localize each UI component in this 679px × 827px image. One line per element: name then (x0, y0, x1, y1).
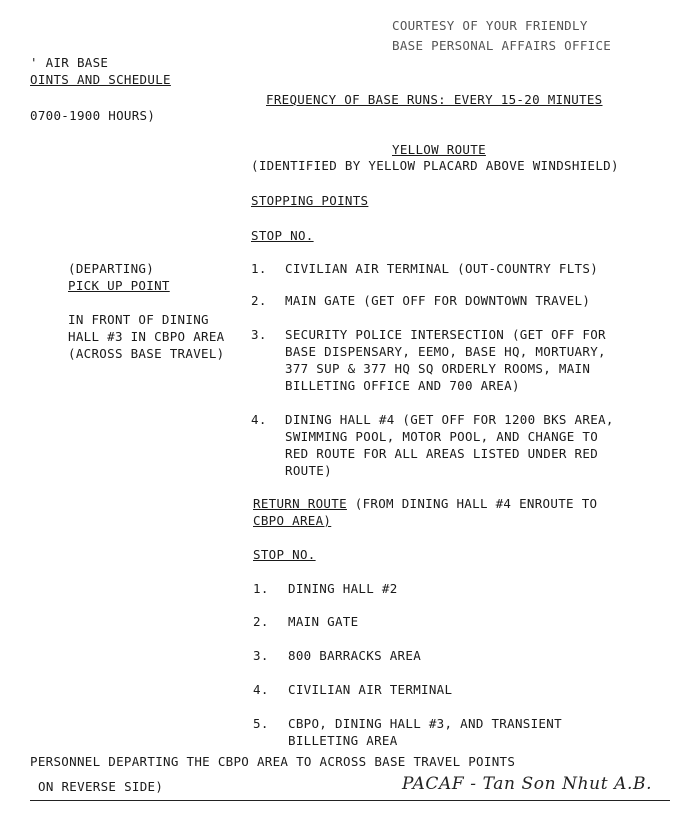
stop-description: SECURITY POLICE INTERSECTION (GET OFF FOR (285, 327, 606, 342)
header-base-name: ' AIR BASE (30, 55, 109, 70)
stop-description: RED ROUTE FOR ALL AREAS LISTED UNDER RED (285, 446, 599, 461)
stopping-points-heading: STOPPING POINTS (251, 193, 369, 208)
route-title: YELLOW ROUTE (392, 142, 486, 157)
stop-number: 2. (251, 293, 267, 308)
stop-description: ROUTE) (285, 463, 332, 478)
stop-description: CIVILIAN AIR TERMINAL (OUT-COUNTRY FLTS) (285, 261, 599, 276)
handwritten-annotation: PACAF - Tan Son Nhut A.B. (402, 774, 653, 794)
return-stop-no-heading: STOP NO. (253, 547, 316, 562)
stop-number: 4. (251, 412, 267, 427)
pickup-location-line-3: (ACROSS BASE TRAVEL) (68, 346, 225, 361)
return-route-line-1 (253, 496, 597, 512)
route-identification: (IDENTIFIED BY YELLOW PLACARD ABOVE WINDSHIELD) (251, 158, 619, 173)
return-route-text: (FROM DINING HALL #4 ENROUTE TO (346, 496, 598, 511)
return-route-label: RETURN ROUTE (253, 496, 347, 511)
pickup-location-line-1: IN FRONT OF DINING (68, 312, 209, 327)
return-stop-number: 4. (253, 682, 269, 697)
stop-no-heading: STOP NO. (251, 228, 314, 243)
footer-note-line-1: PERSONNEL DEPARTING THE CBPO AREA TO ACROSS BASE TRAVEL POINTS (30, 754, 516, 769)
return-stop-number: 2. (253, 614, 269, 629)
courtesy-line-2: BASE PERSONAL AFFAIRS OFFICE (392, 38, 612, 53)
courtesy-line-1: COURTESY OF YOUR FRIENDLY (392, 18, 588, 33)
header-points-schedule: OINTS AND SCHEDULE (30, 72, 171, 87)
stop-description: MAIN GATE (GET OFF FOR DOWNTOWN TRAVEL) (285, 293, 591, 308)
stop-description: 377 SUP & 377 HQ SQ ORDERLY ROOMS, MAIN (285, 361, 591, 376)
return-stop-description: CBPO, DINING HALL #3, AND TRANSIENT (288, 716, 562, 731)
stop-number: 1. (251, 261, 267, 276)
stop-number: 3. (251, 327, 267, 342)
return-stop-description: BILLETING AREA (288, 733, 398, 748)
bottom-rule (30, 800, 670, 801)
stop-description: DINING HALL #4 (GET OFF FOR 1200 BKS AREA, (285, 412, 614, 427)
return-stop-description: MAIN GATE (288, 614, 359, 629)
return-stop-description: DINING HALL #2 (288, 581, 398, 596)
header-hours: 0700-1900 HOURS) (30, 108, 156, 123)
return-stop-number: 3. (253, 648, 269, 663)
return-stop-description: 800 BARRACKS AREA (288, 648, 422, 663)
stop-description: BASE DISPENSARY, EEMO, BASE HQ, MORTUARY, (285, 344, 606, 359)
pickup-location-line-2: HALL #3 IN CBPO AREA (68, 329, 225, 344)
return-route-line-2: CBPO AREA) (253, 513, 332, 528)
frequency-of-runs: FREQUENCY OF BASE RUNS: EVERY 15-20 MINUTES (266, 92, 603, 107)
return-stop-description: CIVILIAN AIR TERMINAL (288, 682, 453, 697)
return-stop-number: 5. (253, 716, 269, 731)
stop-description: BILLETING OFFICE AND 700 AREA) (285, 378, 520, 393)
return-stop-number: 1. (253, 581, 269, 596)
footer-note-line-2: ON REVERSE SIDE) (38, 779, 164, 794)
stop-description: SWIMMING POOL, MOTOR POOL, AND CHANGE TO (285, 429, 599, 444)
pick-up-point-label: PICK UP POINT (68, 278, 170, 293)
departing-label: (DEPARTING) (68, 261, 155, 276)
